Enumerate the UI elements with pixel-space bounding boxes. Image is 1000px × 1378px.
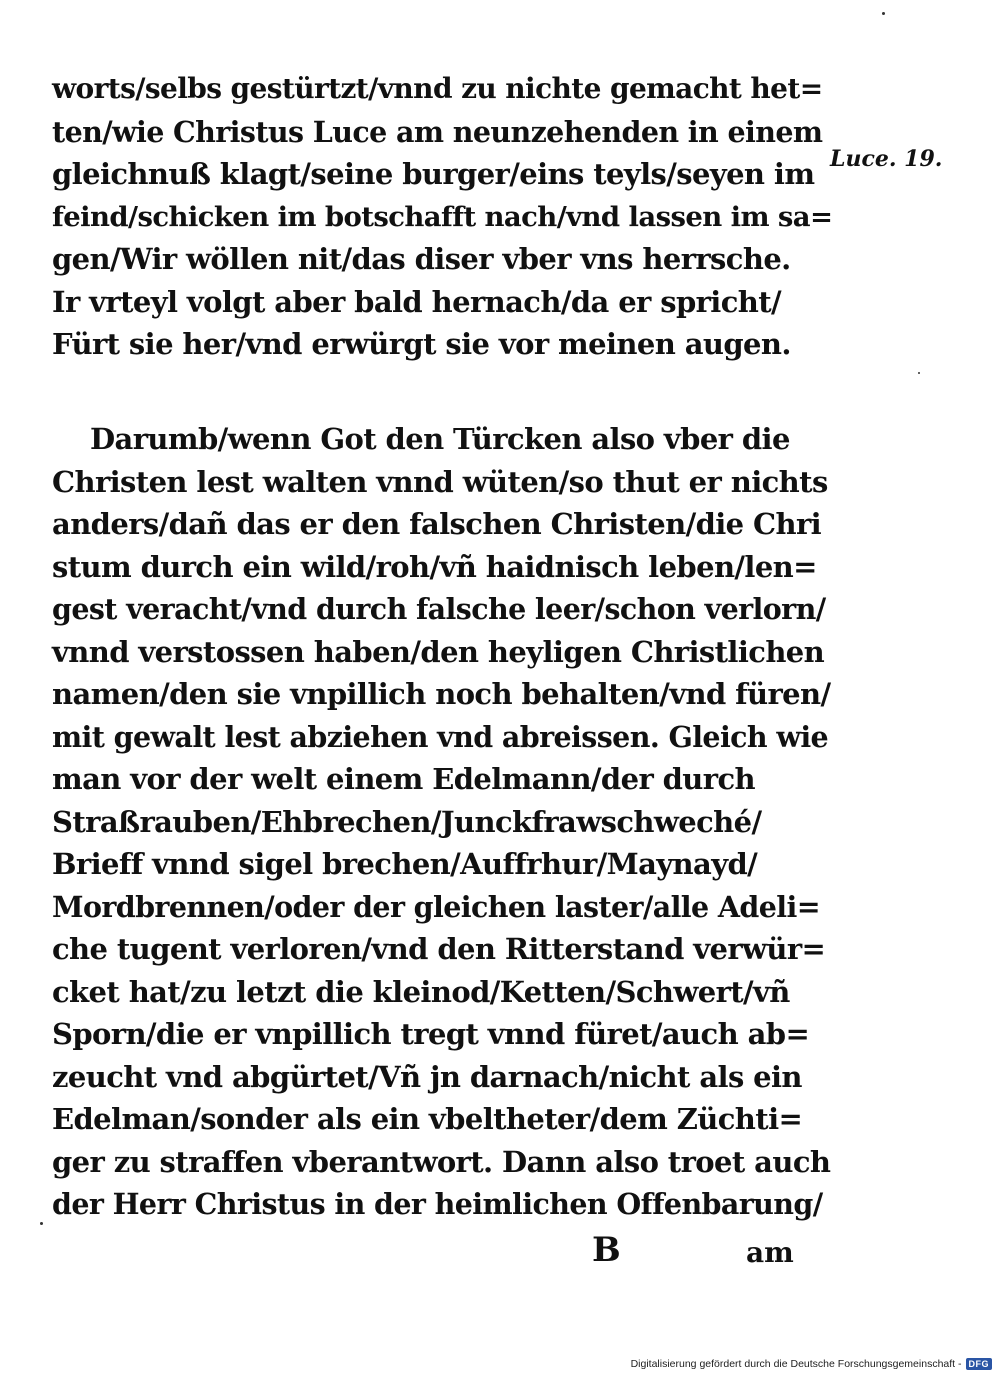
text-line: der Herr Christus in der heimlichen Offenbarung/: [52, 1187, 823, 1221]
text-line: gest veracht/vnd durch falsche leer/schon verlorn/: [52, 592, 826, 626]
text-line: Christen lest walten vnnd wüten/so thut er nichts: [52, 464, 828, 499]
ink-speck: [40, 1222, 43, 1225]
text-line: gleichnuß klagt/seine burger/eins teyls/seyen im: [52, 157, 815, 191]
text-line: Darumb/wenn Got den Türcken also vber die: [90, 422, 790, 456]
ink-speck: [918, 372, 920, 374]
text-line: zeucht vnd abgürtet/Vñ jn darnach/nicht als ein: [52, 1059, 802, 1094]
text-line: ten/wie Christus Luce am neunzehenden in einem: [52, 114, 823, 149]
text-line: ger zu straffen vberantwort. Dann also troet auch: [52, 1144, 831, 1179]
marginal-note: Luce. 19.: [830, 146, 943, 172]
paragraph-1: [52, 68, 832, 366]
text-line: Brieff vnnd sigel brechen/Auffrhur/Maynayd/: [52, 847, 758, 881]
text-line: che tugent verloren/vnd den Ritterstand verwür=: [52, 932, 826, 966]
text-line: cket hat/zu letzt die kleinod/Ketten/Schwert/vñ: [52, 974, 790, 1009]
text-line: Sporn/die er vnpillich tregt vnnd füret/auch ab=: [52, 1017, 810, 1051]
text-line: gen/Wir wöllen nit/das diser vber vns herrsche.: [52, 242, 791, 276]
digitization-footer: [631, 1358, 992, 1370]
catchword: am: [746, 1236, 794, 1269]
text-line: Edelman/sonder als ein vbeltheter/dem Züchti=: [52, 1102, 803, 1136]
text-line: mit gewalt lest abziehen vnd abreissen. Gleich wie: [52, 719, 829, 754]
text-line: namen/den sie vnpillich noch behalten/vnd füren/: [52, 677, 831, 711]
text-line: worts/selbs gestürtzt/vnnd zu nichte gemacht het=: [52, 72, 823, 105]
text-line: man vor der welt einem Edelmann/der durch: [52, 762, 756, 796]
text-line: Ir vrteyl volgt aber bald hernach/da er spricht/: [52, 284, 782, 319]
dfg-logo-icon: DFG: [966, 1358, 993, 1370]
footer-credit-text: Digitalisierung gefördert durch die Deutsche Forschungsgemeinschaft -: [630, 1358, 962, 1370]
paragraph-2: [52, 418, 832, 1226]
text-line: anders/dañ das er den falschen Christen/die Chri: [52, 507, 822, 541]
text-line: Mordbrennen/oder der gleichen laster/alle Adeli=: [52, 889, 820, 924]
text-line: vnnd verstossen haben/den heyligen Christlichen: [52, 634, 825, 669]
text-line: stum durch ein wild/roh/vñ haidnisch leben/len=: [52, 549, 817, 584]
text-line: feind/schicken im botschafft nach/vnd lassen im sa=: [52, 200, 833, 233]
text-line: Straßrauben/Ehbrechen/Junckfrawschweché/: [52, 804, 762, 839]
text-line: Fürt sie her/vnd erwürgt sie vor meinen augen.: [52, 327, 791, 361]
signature-mark: B: [592, 1230, 621, 1270]
ink-speck: [882, 12, 885, 15]
